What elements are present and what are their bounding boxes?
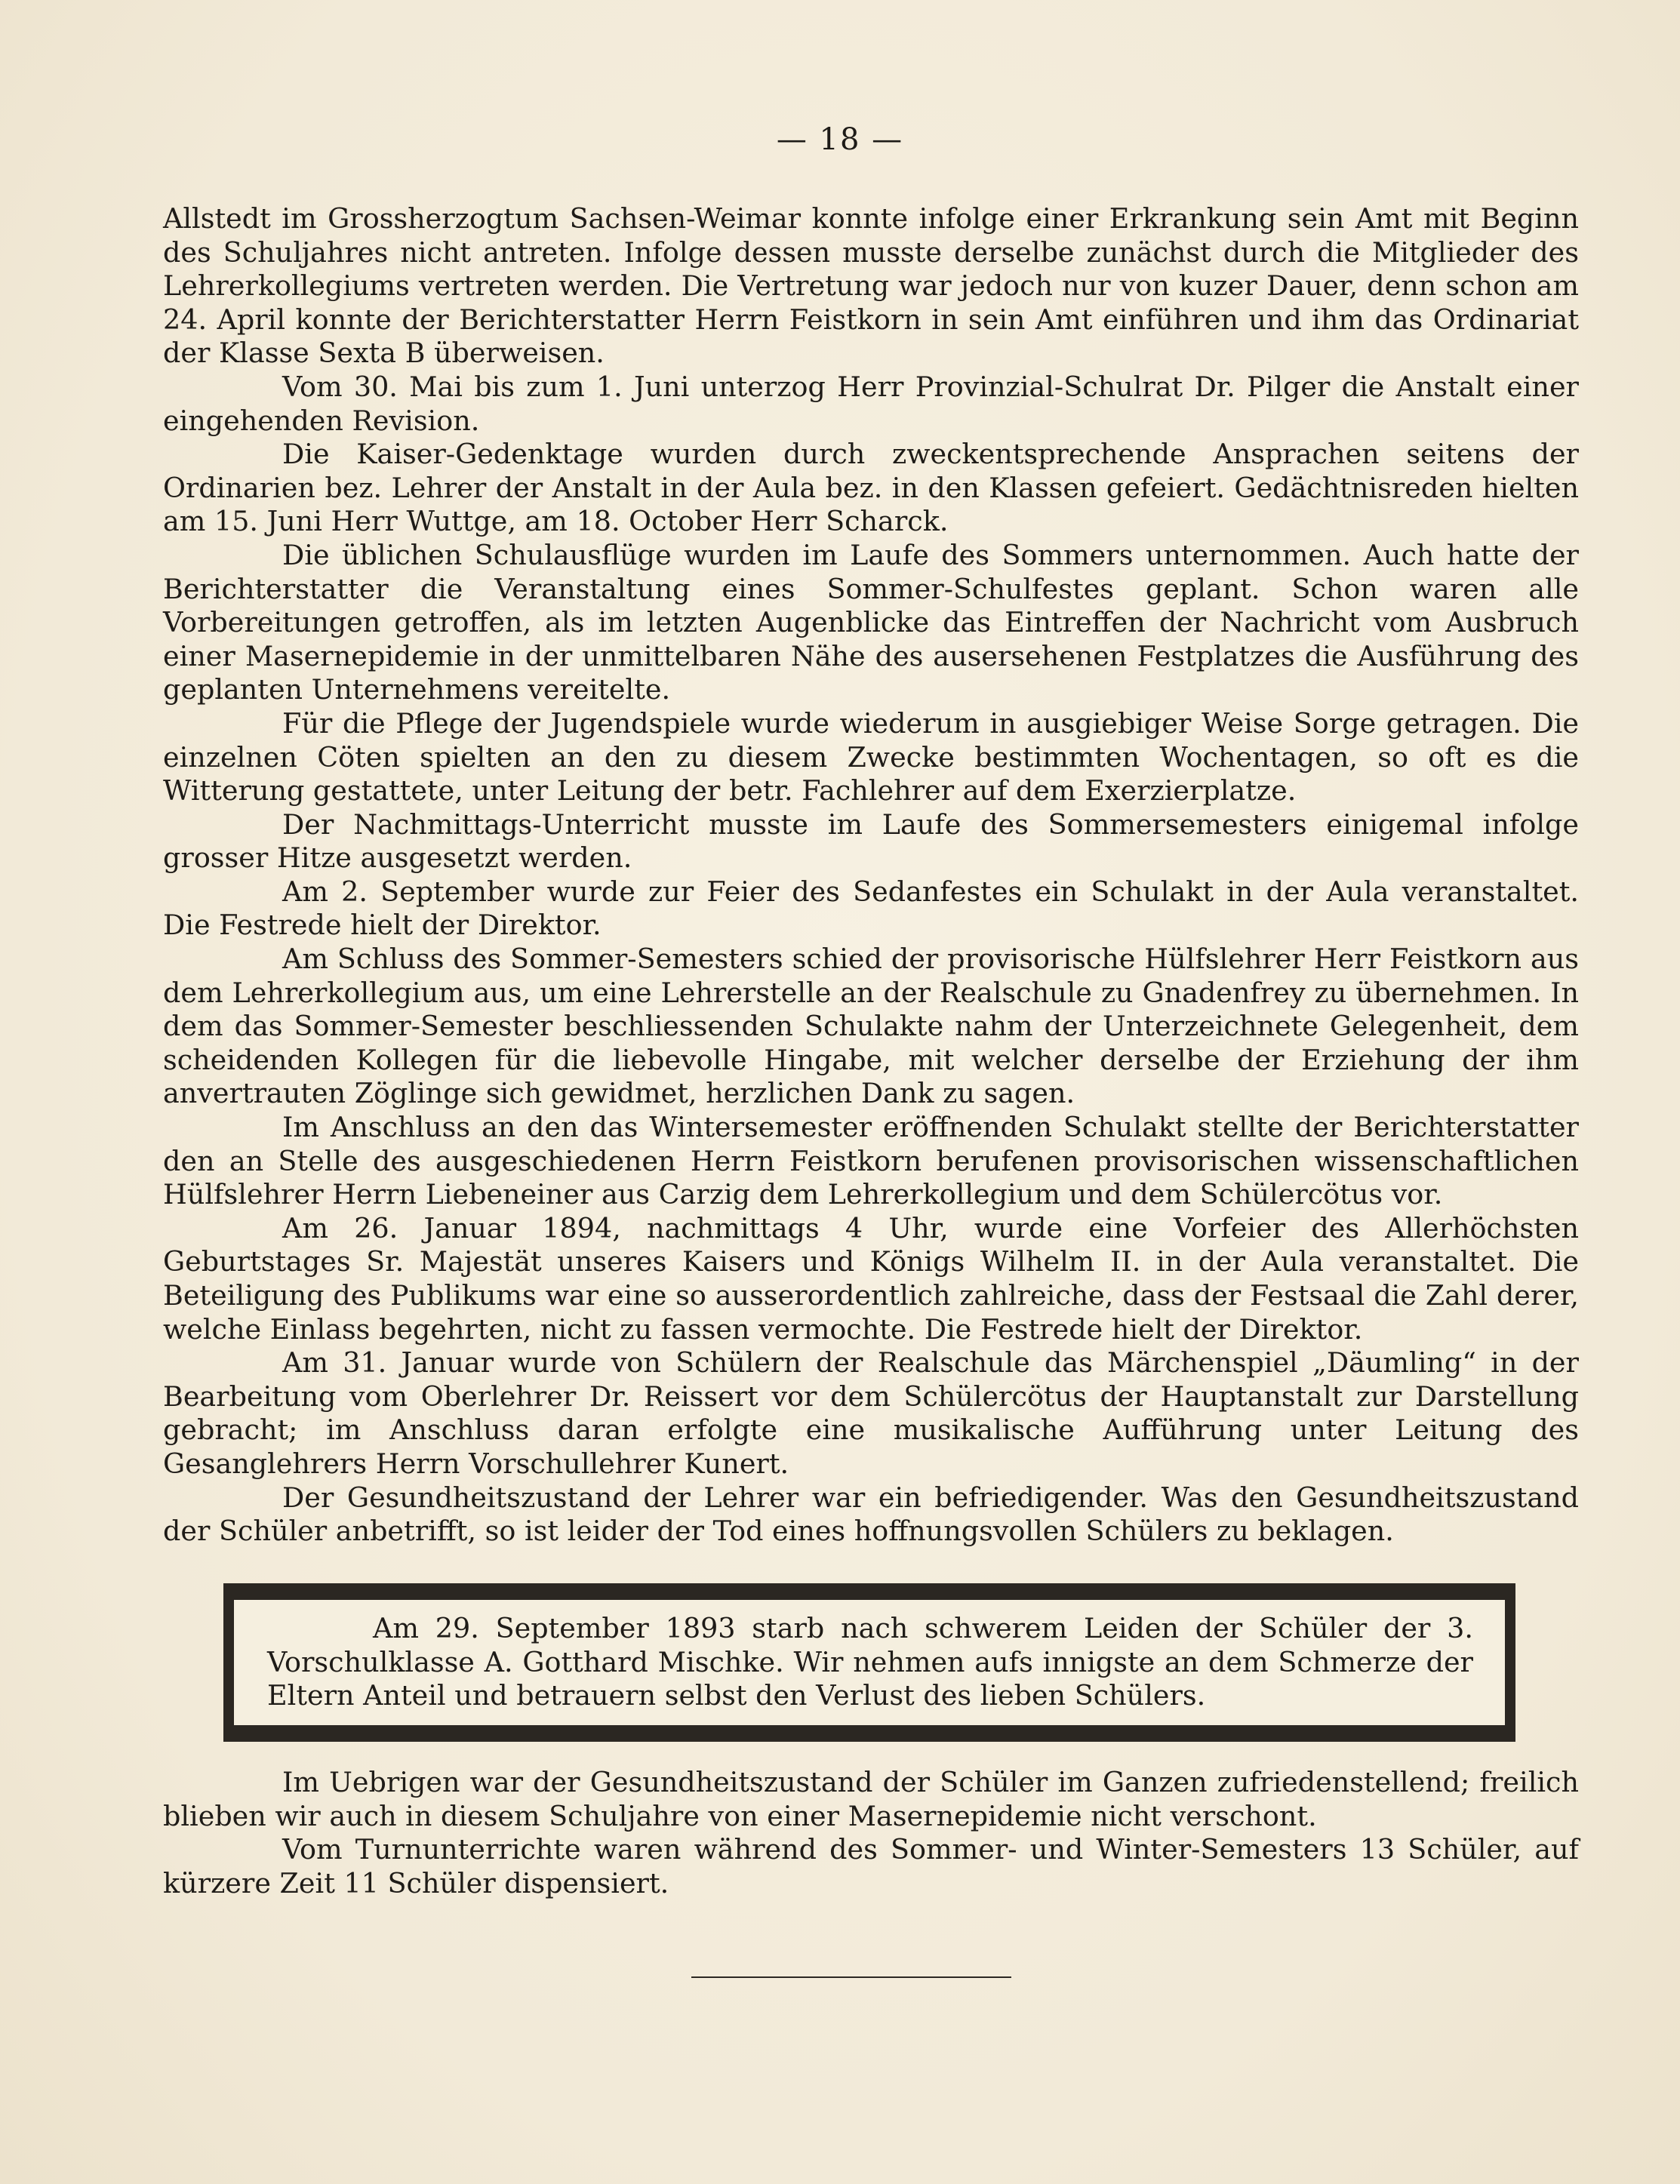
paragraph: Der Gesundheitszustand der Lehrer war ein befriedigender. Was den Gesundheitszustand der Schüler anbetrifft, so ist leider der Tod eines hoffnungsvollen Schülers zu beklagen. <box>163 1481 1579 1548</box>
closing-text <box>163 1766 1579 1900</box>
page-number: — 18 — <box>776 122 904 157</box>
paragraph: Allstedt im Grossherzogtum Sachsen-Weimar konnte infolge einer Erkrankung sein Amt mit Beginn des Schuljahres nicht antreten. Infolge dessen musste derselbe zunächst durch die Mitglieder des Lehrerkollegiums vertreten werden. Die Vertretung war jedoch nur von kuzer Dauer, denn schon am 24. April konnte der Berichterstatter Herrn Feistkorn in sein Amt einführen und ihm das Ordinariat der Klasse Sexta B überweisen. <box>163 202 1579 370</box>
obituary-text: Am 29. September 1893 starb nach schwerem Leiden der Schüler der 3. Vorschulklasse A. Gotthard Mischke. Wir nehmen aufs innigste an dem Schmerze der Eltern Anteil und betrauern selbst den Verlust des lieben Schülers. <box>267 1612 1473 1712</box>
paragraph: Vom Turnunterrichte waren während des Sommer- und Winter-Semesters 13 Schüler, auf kürzere Zeit 11 Schüler dispensiert. <box>163 1833 1579 1899</box>
paragraph: Die Kaiser-Gedenktage wurden durch zweckentsprechende Ansprachen seitens der Ordinarien bez. Lehrer der Anstalt in der Aula bez. in den Klassen gefeiert. Gedächtnisreden hielten am 15. Juni Herr Wuttge, am 18. October Herr Scharck. <box>163 438 1579 538</box>
paragraph: Am 26. Januar 1894, nachmittags 4 Uhr, wurde eine Vorfeier des Allerhöchsten Geburtstages Sr. Majestät unseres Kaisers und Königs Wilhelm II. in der Aula veranstaltet. Die Beteiligung des Publikums war eine so ausserordentlich zahlreiche, dass der Festsaal die Zahl derer, welche Einlass begehrten, nicht zu fassen vermochte. Die Festrede hielt der Direktor. <box>163 1211 1579 1346</box>
paragraph: Am 2. September wurde zur Feier des Sedanfestes ein Schulakt in der Aula veranstaltet. Die Festrede hielt der Direktor. <box>163 875 1579 942</box>
paragraph: Die üblichen Schulausflüge wurden im Laufe des Sommers unternommen. Auch hatte der Berichterstatter die Veranstaltung eines Sommer-Schulfestes geplant. Schon waren alle Vorbereitungen getroffen, als im letzten Augenblicke das Eintreffen der Nachricht vom Ausbruch einer Masernepidemie in der unmittelbaren Nähe des ausersehenen Festplatzes die Ausführung des geplanten Unternehmens vereitelte. <box>163 538 1579 706</box>
paragraph: Am Schluss des Sommer-Semesters schied der provisorische Hülfslehrer Herr Feistkorn aus dem Lehrerkollegium aus, um eine Lehrerstelle an der Realschule zu Gnadenfrey zu übernehmen. In dem das Sommer-Semester beschliessenden Schulakte nahm der Unterzeichnete Gelegenheit, dem scheidenden Kollegen für die liebevolle Hingabe, mit welcher derselbe der Erziehung der ihm anvertrauten Zöglinge sich gewidmet, herzlichen Dank zu sagen. <box>163 943 1579 1110</box>
paragraph: Am 31. Januar wurde von Schülern der Realschule das Märchenspiel „Däumling“ in der Bearbeitung vom Oberlehrer Dr. Reissert vor dem Schülercötus der Hauptanstalt zur Darstellung gebracht; im Anschluss daran erfolgte eine musikalische Aufführung unter Leitung des Gesanglehrers Herrn Vorschullehrer Kunert. <box>163 1346 1579 1480</box>
end-rule <box>691 1976 1011 1978</box>
paragraph: Im Anschluss an den das Wintersemester eröffnenden Schulakt stellte der Berichterstatter den an Stelle des ausgeschiedenen Herrn Feistkorn berufenen provisorischen wissenschaftlichen Hülfslehrer Herrn Liebeneiner aus Carzig dem Lehrerkollegium und dem Schülercötus vor. <box>163 1111 1579 1211</box>
paragraph: Der Nachmittags-Unterricht musste im Laufe des Sommersemesters einigemal infolge grosser Hitze ausgesetzt werden. <box>163 807 1579 875</box>
obituary-box <box>223 1583 1515 1742</box>
paragraph: Für die Pflege der Jugendspiele wurde wiederum in ausgiebiger Weise Sorge getragen. Die einzelnen Cöten spielten an den zu diesem Zwecke bestimmten Wochentagen, so oft es die Witterung gestattete, unter Leitung der betr. Fachlehrer auf dem Exerzierplatze. <box>163 706 1579 807</box>
main-text <box>163 202 1579 1549</box>
paragraph: Vom 30. Mai bis zum 1. Juni unterzog Herr Provinzial-Schulrat Dr. Pilger die Anstalt einer eingehenden Revision. <box>163 370 1579 437</box>
paragraph: Im Uebrigen war der Gesundheitszustand der Schüler im Ganzen zufriedenstellend; freilich blieben wir auch in diesem Schuljahre von einer Masernepidemie nicht verschont. <box>163 1766 1579 1832</box>
